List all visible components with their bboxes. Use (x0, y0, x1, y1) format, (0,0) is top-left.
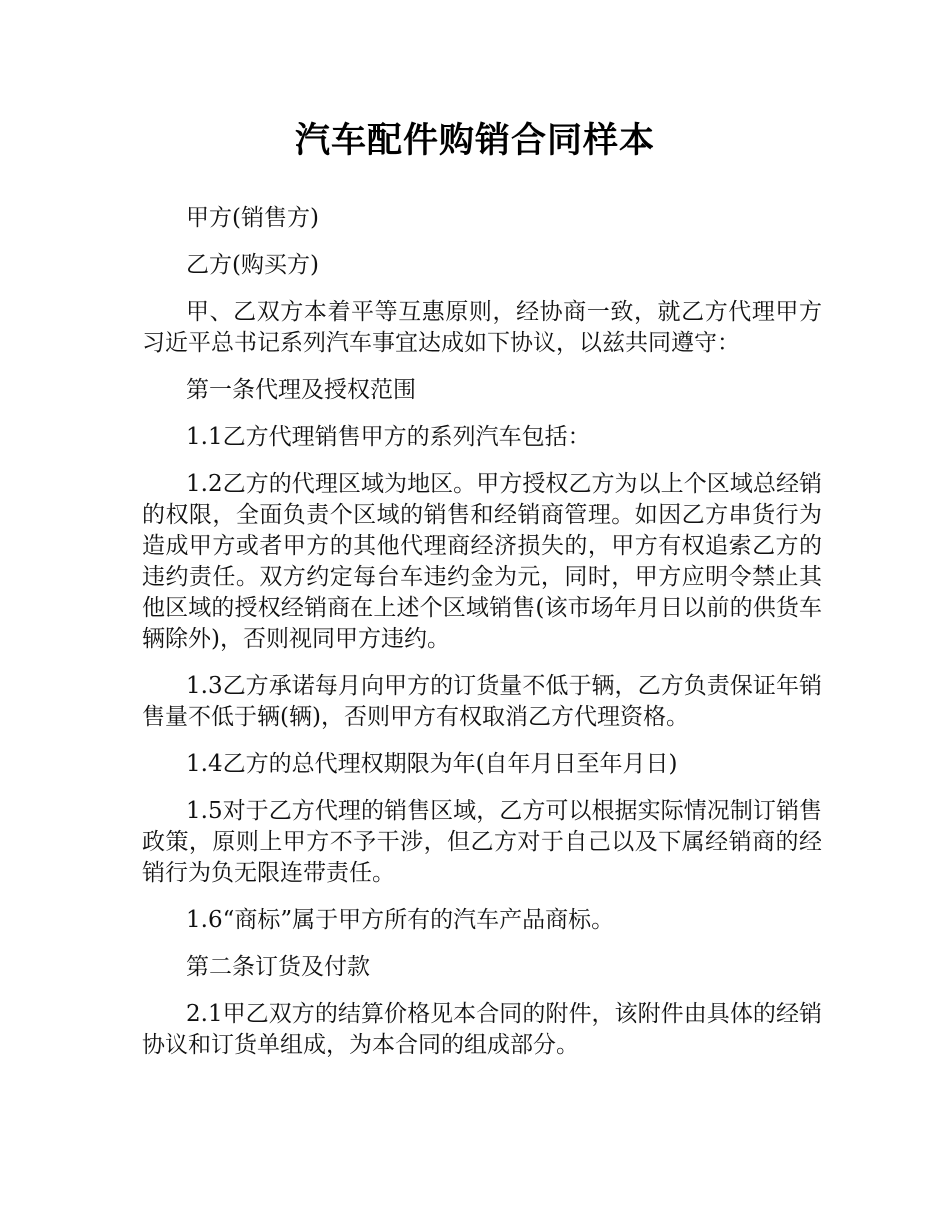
preamble-paragraph: 甲、乙双方本着平等互惠原则，经协商一致，就乙方代理甲方习近平总书记系列汽车事宜达成如下协议，以兹共同遵守： (142, 299, 822, 356)
article-1-heading: 第一条代理及授权范围 (186, 377, 416, 403)
article-2-heading: 第二条订货及付款 (186, 954, 370, 980)
clause-1-6: 1.6“商标”属于甲方所有的汽车产品商标。 (186, 907, 615, 933)
document-body (142, 203, 822, 1077)
clause-1-4: 1.4乙方的总代理权期限为年(自年月日至年月日) (186, 751, 678, 777)
clause-2-1: 2.1甲乙双方的结算价格见本合同的附件，该附件由具体的经销协议和订货单组成，为本合同的组成部分。 (142, 1001, 822, 1058)
clause-1-2: 1.2乙方的代理区域为地区。甲方授权乙方为以上个区域总经销的权限，全面负责个区域的销售和经销商管理。如因乙方串货行为造成甲方或者甲方的其他代理商经济损失的，甲方有权追索乙方的违约责任。双方约定每台车违约金为元，同时，甲方应明令禁止其他区域的授权经销商在上述个区域销售(该市场年月日以前的供货车辆除外)，否则视同甲方违约。 (142, 471, 822, 652)
party-a-line: 甲方(销售方) (186, 205, 319, 231)
document-title: 汽车配件购销合同样本 (294, 121, 655, 161)
clause-1-1: 1.1乙方代理销售甲方的系列汽车包括： (186, 424, 591, 450)
clause-1-3: 1.3乙方承诺每月向甲方的订货量不低于辆，乙方负责保证年销售量不低于辆(辆)，否则甲方有权取消乙方代理资格。 (142, 673, 822, 730)
party-b-line: 乙方(购买方) (186, 252, 319, 278)
clause-1-5: 1.5对于乙方代理的销售区域，乙方可以根据实际情况制订销售政策，原则上甲方不予干涉，但乙方对于自己以及下属经销商的经销行为负无限连带责任。 (142, 798, 822, 886)
